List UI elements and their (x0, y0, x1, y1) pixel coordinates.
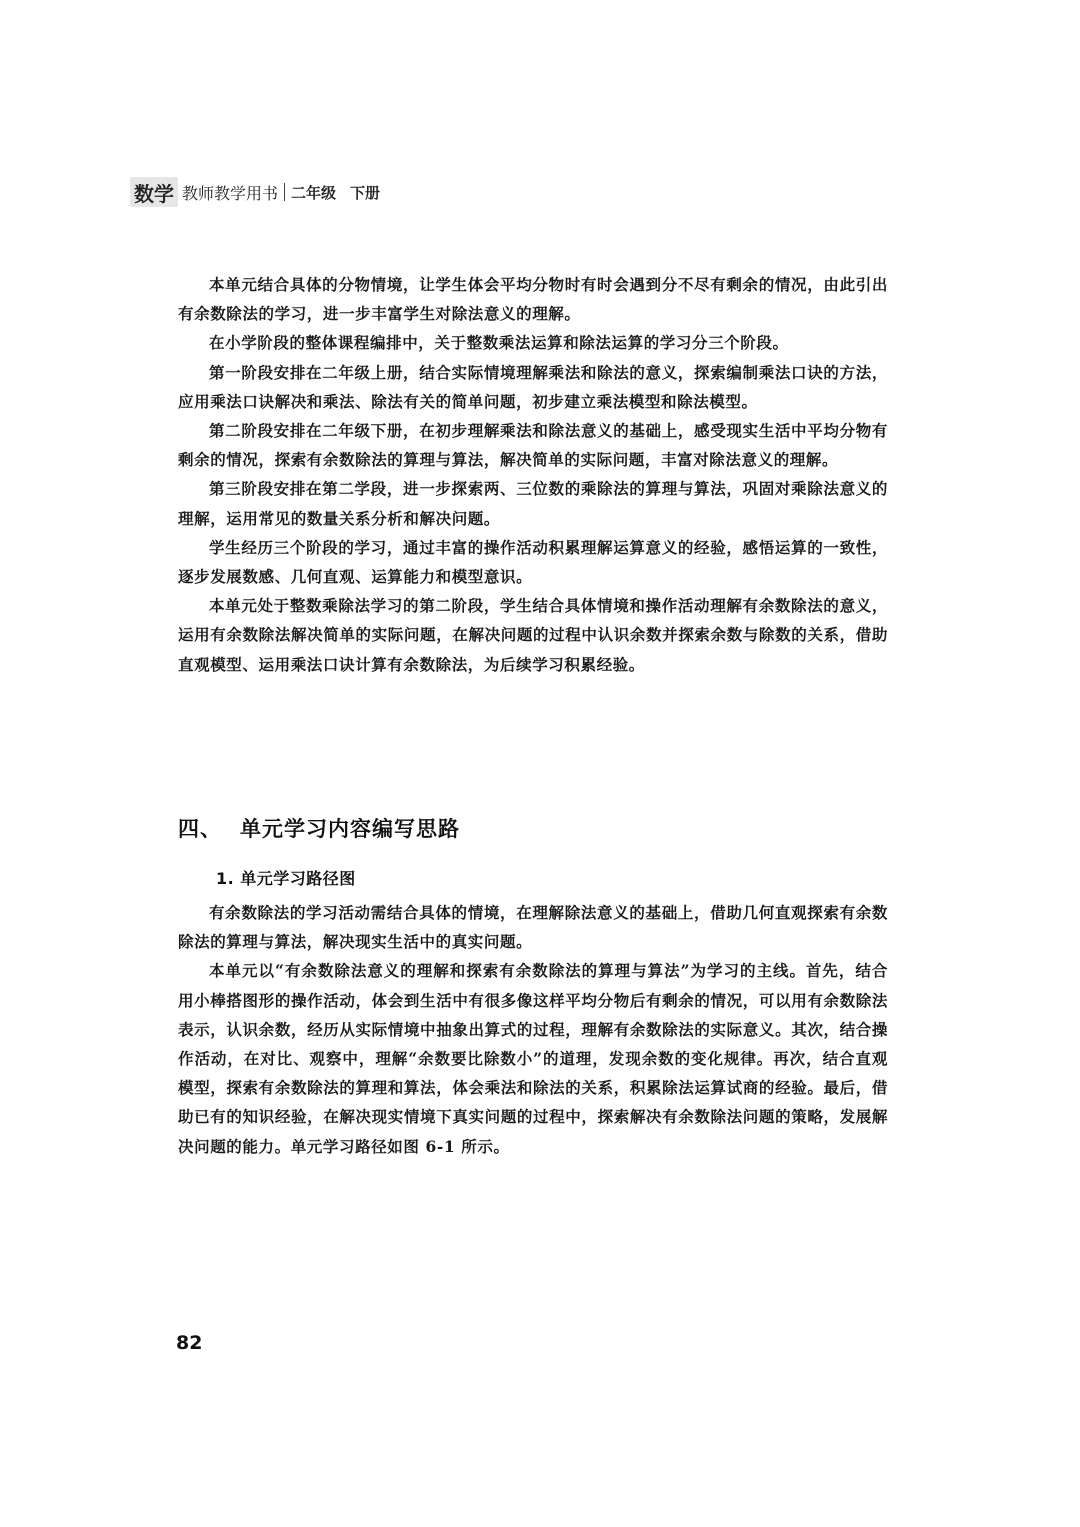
running-header (130, 176, 380, 208)
paragraph: 第二阶段安排在二年级下册，在初步理解乘法和除法意义的基础上，感受现实生活中平均分物有剩余的情况，探索有余数除法的算理与算法，解决简单的实际问题，丰富对除法意义的理解。 (178, 421, 888, 470)
paragraph: 本单元处于整数乘除法学习的第二阶段，学生结合具体情境和操作活动理解有余数除法的意义，运用有余数除法解决简单的实际问题，在解决问题的过程中认识余数并探索余数与除数的关系，借助直观模型、运用乘法口诀计算有余数除法，为后续学习积累经验。 (178, 596, 888, 674)
paragraph: 本单元以“有余数除法意义的理解和探索有余数除法的算理与算法”为学习的主线。首先，结合用小棒搭图形的操作活动，体会到生活中有很多像这样平均分物后有剩余的情况，可以用有余数除法表示，认识余数，经历从实际情境中抽象出算式的过程，理解有余数除法的实际意义。其次，结合操作活动，在对比、观察中，理解“余数要比除数小”的道理，发现余数的变化规律。再次，结合直观模型，探索有余数除法的算理和算法，体会乘法和除法的关系，积累除法运算试商的经验。最后，借助已有的知识经验，在解决现实情境下真实问题的过程中，探索解决有余数除法问题的策略，发展解决问题的能力。单元学习路径如图 6-1 所示。 (178, 961, 888, 1156)
page-number: 82 (176, 1332, 203, 1354)
paragraph: 在小学阶段的整体课程编排中，关于整数乘法运算和除法运算的学习分三个阶段。 (209, 333, 789, 353)
section-heading (178, 813, 460, 843)
paragraph: 学生经历三个阶段的学习，通过丰富的操作活动积累理解运算意义的经验，感悟运算的一致性，逐步发展数感、几何直观、运算能力和模型意识。 (178, 537, 888, 587)
header-divider (284, 183, 285, 201)
paragraph: 本单元结合具体的分物情境，让学生体会平均分物时有时会遇到分不尽有剩余的情况，由此引出有余数除法的学习，进一步丰富学生对除法意义的理解。 (178, 275, 888, 324)
logo-char-2: 学 (154, 181, 174, 206)
grade-label: 二年级 (291, 183, 337, 202)
paragraph: 有余数除法的学习活动需结合具体的情境，在理解除法意义的基础上，借助几何直观探索有余数除法的算理与算法，解决现实生活中的真实问题。 (178, 903, 888, 952)
section-title: 单元学习内容编写思路 (240, 817, 460, 841)
intro-text-block (178, 270, 888, 679)
volume-label: 下册 (350, 183, 381, 202)
paragraph: 第三阶段安排在第二学段，进一步探索两、三位数的乘除法的算理与算法，巩固对乘除法意义的理解，运用常见的数量关系分析和解决问题。 (178, 479, 888, 528)
subsection-heading: 1. 单元学习路径图 (216, 869, 356, 888)
subject-logo (130, 177, 178, 207)
section-number: 四、 (178, 817, 222, 841)
book-title: 教师教学用书 (182, 183, 279, 203)
logo-char-1: 数 (134, 181, 154, 206)
paragraph: 第一阶段安排在二年级上册，结合实际情境理解乘法和除法的意义，探索编制乘法口诀的方法，应用乘法口诀解决和乘法、除法有关的简单问题，初步建立乘法模型和除法模型。 (178, 362, 888, 411)
section-text-block (178, 898, 888, 1161)
